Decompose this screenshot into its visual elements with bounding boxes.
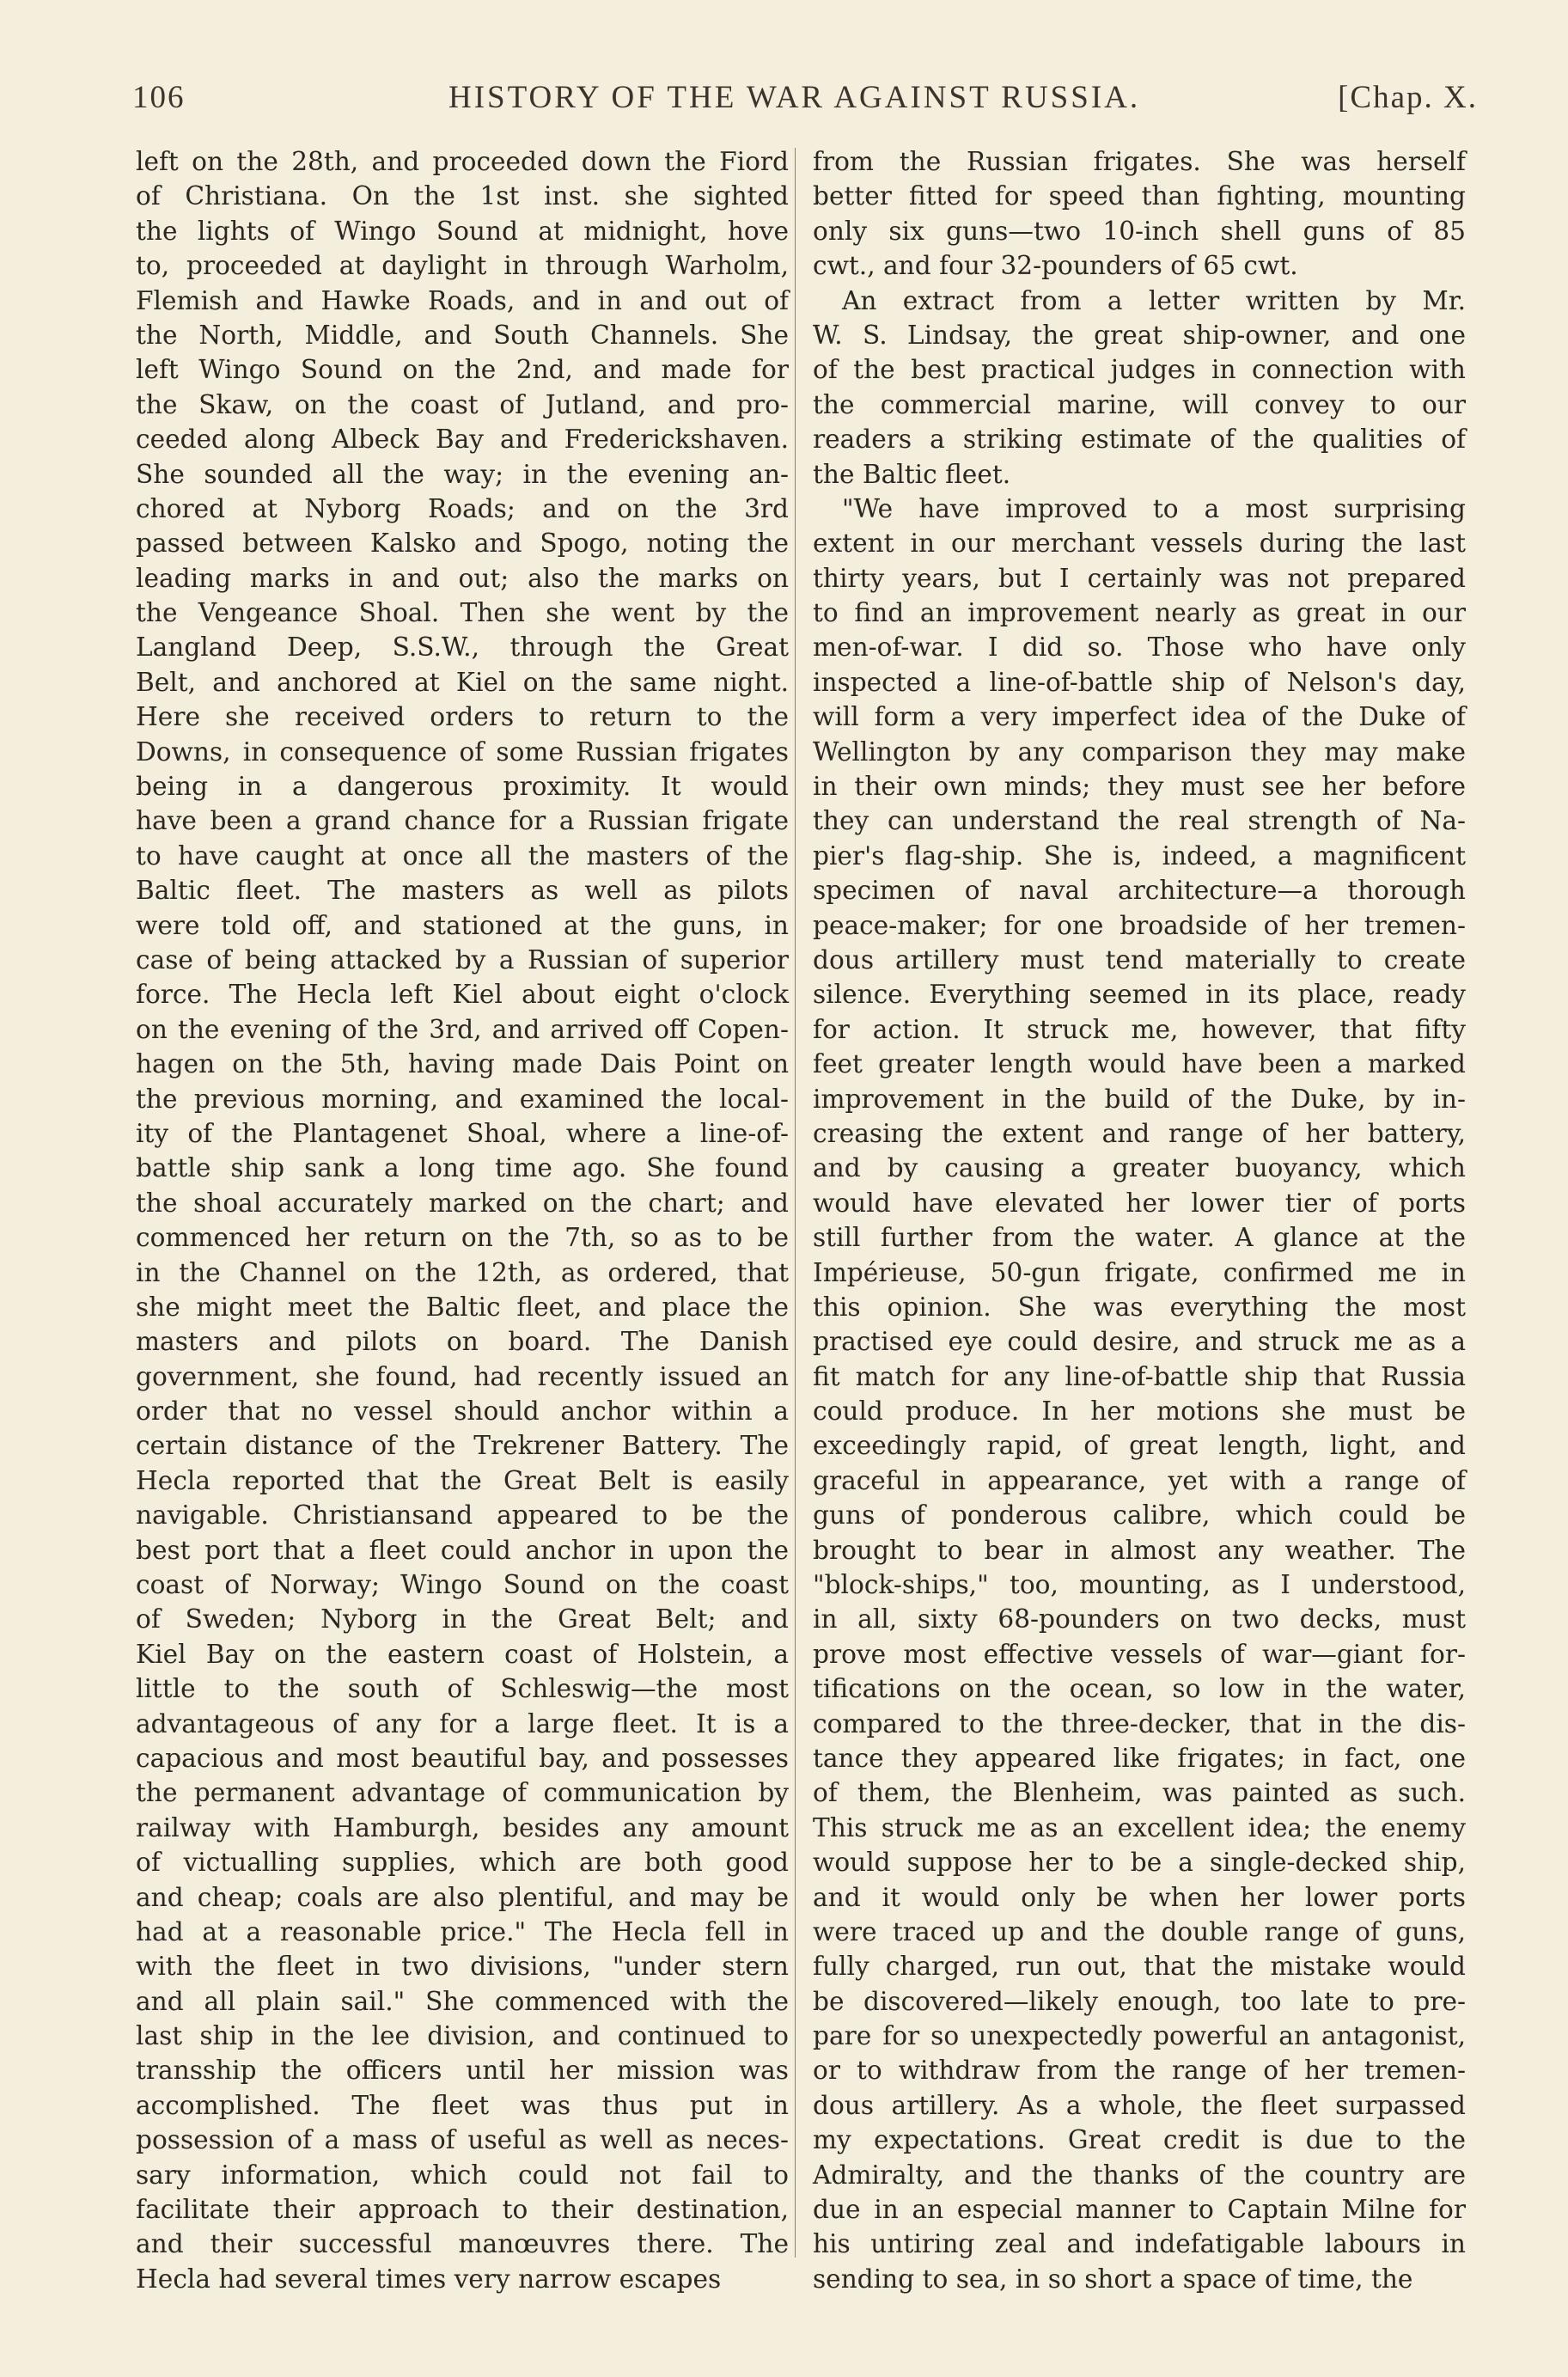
right-column-line: my expectations. Great credit is due to the <box>813 2125 1466 2155</box>
right-column-line: creasing the extent and range of her battery, <box>813 1118 1466 1148</box>
right-column-line: prove most effective vessels of war—giant for- <box>813 1639 1466 1669</box>
left-column-line: accomplished. The fleet was thus put in <box>136 2090 789 2120</box>
right-column-line: sending to sea, in so short a space of time, the <box>813 2264 1413 2294</box>
left-column-line: Downs, in consequence of some Russian frigates <box>136 736 789 767</box>
left-column-line: railway with Hamburgh, besides any amount <box>136 1812 789 1842</box>
right-column-line: Admiralty, and the thanks of the country are <box>813 2160 1466 2190</box>
left-column-line: she might meet the Baltic fleet, and place the <box>136 1292 789 1322</box>
chapter-reference: [Chap. X. <box>1338 80 1478 115</box>
right-column-line: fully charged, run out, that the mistake would <box>813 1952 1466 1982</box>
left-column-line: Kiel Bay on the eastern coast of Holstein, a <box>136 1639 789 1669</box>
left-column-line: to have caught at once all the masters of the <box>136 840 789 871</box>
left-column-line: She sounded all the way; in the evening an- <box>136 459 789 489</box>
right-column-line: dous artillery must tend materially to create <box>813 944 1466 975</box>
left-column-line: the permanent advantage of communication by <box>136 1778 789 1808</box>
right-column-line: This struck me as an excellent idea; the enemy <box>813 1812 1466 1842</box>
left-column-line: best port that a fleet could anchor in upon the <box>136 1535 789 1565</box>
left-column-line: on the evening of the 3rd, and arrived off Copen- <box>136 1014 789 1044</box>
left-column-line: of Christiana. On the 1st inst. she sighted <box>136 181 789 211</box>
left-column-line: ity of the Plantagenet Shoal, where a line-of- <box>136 1118 789 1148</box>
right-column-line: were traced up and the double range of guns, <box>813 1916 1466 1946</box>
left-column-line: and cheap; coals are also plentiful, and may be <box>136 1882 789 1912</box>
right-column-line: pier's flag-ship. She is, indeed, a magnificent <box>813 840 1466 871</box>
right-column-line: of them, the Blenheim, was painted as such. <box>813 1778 1466 1808</box>
right-column-line: from the Russian frigates. She was herself <box>813 147 1466 176</box>
left-column-line: chored at Nyborg Roads; and on the 3rd <box>136 493 789 523</box>
right-column-line: of the best practical judges in connection with <box>813 355 1466 385</box>
right-column-line: they can understand the real strength of Na- <box>813 806 1466 836</box>
left-column-line: government, she found, had recently issued an <box>136 1361 789 1391</box>
left-column-line: certain distance of the Trekrener Battery. The <box>136 1431 789 1461</box>
left-column-line: had at a reasonable price." The Hecla fell in <box>136 1916 789 1946</box>
right-column-line: guns of ponderous calibre, which could be <box>813 1500 1466 1531</box>
right-column <box>813 144 1466 2294</box>
left-column-line: the Vengeance Shoal. Then she went by the <box>136 598 789 628</box>
right-column-line: will form a very imperfect idea of the Duke of <box>813 702 1466 732</box>
right-column-line: tance they appeared like frigates; in fact, one <box>813 1743 1466 1773</box>
right-column-line: "We have improved to a most surprising <box>842 493 1466 523</box>
left-column-line: commenced her return on the 7th, so as to be <box>136 1223 789 1253</box>
left-column-line: left on the 28th, and proceeded down the Fiord <box>136 147 789 176</box>
right-column-line: the commercial marine, will convey to our <box>813 389 1466 419</box>
right-column-line: W. S. Lindsay, the great ship-owner, and one <box>813 320 1466 350</box>
right-column-line: to find an improvement nearly as great in our <box>813 598 1466 628</box>
right-column-line: the Baltic fleet. <box>813 459 1011 489</box>
right-column-line: "block-ships," too, mounting, as I understood, <box>813 1570 1466 1600</box>
left-column-line: last ship in the lee division, and continued to <box>136 2021 789 2051</box>
right-column-line: brought to bear in almost any weather. The <box>813 1535 1466 1565</box>
right-column-line: in all, sixty 68-pounders on two decks, must <box>813 1604 1466 1635</box>
left-column <box>136 144 789 2294</box>
left-column-line: navigable. Christiansand appeared to be the <box>136 1500 789 1531</box>
left-column-line: in the Channel on the 12th, as ordered, that <box>136 1257 789 1287</box>
left-column-line: order that no vessel should anchor within a <box>136 1396 789 1427</box>
left-column-line: advantageous of any for a large fleet. It is a <box>136 1708 789 1738</box>
right-column-line: fit match for any line-of-battle ship that Russia <box>813 1361 1466 1391</box>
right-column-line: thirty years, but I certainly was not prepared <box>813 563 1466 593</box>
left-column-line: Belt, and anchored at Kiel on the same night. <box>136 667 789 697</box>
left-column-line: facilitate their approach to their destination, <box>136 2195 789 2225</box>
right-column-line: his untiring zeal and indefatigable labours in <box>813 2229 1466 2259</box>
left-column-line: left Wingo Sound on the 2nd, and made for <box>136 355 789 385</box>
left-column-line: the lights of Wingo Sound at midnight, hove <box>136 216 789 246</box>
right-column-line: tifications on the ocean, so low in the water, <box>813 1674 1466 1704</box>
running-title: HISTORY OF THE WAR AGAINST RUSSIA. <box>448 80 1141 115</box>
left-column-line: being in a dangerous proximity. It would <box>136 772 789 802</box>
page-header <box>129 79 1478 131</box>
page-number: 106 <box>132 80 186 115</box>
left-column-line: the Skaw, on the coast of Jutland, and pro- <box>136 389 789 419</box>
left-column-line: passed between Kalsko and Spogo, noting the <box>136 529 789 559</box>
left-column-line: Hecla had several times very narrow escapes <box>136 2264 722 2294</box>
right-column-line: and it would only be when her lower ports <box>813 1882 1466 1912</box>
right-column-line: compared to the three-decker, that in the dis- <box>813 1708 1466 1738</box>
right-column-line: this opinion. She was everything the most <box>813 1292 1466 1322</box>
right-column-line: only six guns—two 10-inch shell guns of 85 <box>813 216 1466 246</box>
right-column-line: peace-maker; for one broadside of her tremen- <box>813 910 1466 940</box>
right-column-line: practised eye could desire, and struck me as a <box>813 1327 1466 1357</box>
left-column-line: the previous morning, and examined the local- <box>136 1084 789 1114</box>
right-column-line: and by causing a greater buoyancy, which <box>813 1153 1466 1183</box>
right-column-line: due in an especial manner to Captain Milne for <box>813 2195 1466 2225</box>
left-column-line: hagen on the 5th, having made Dais Point on <box>136 1049 789 1079</box>
left-column-line: battle ship sank a long time ago. She found <box>136 1153 789 1183</box>
left-column-line: have been a grand chance for a Russian frigate <box>136 806 789 836</box>
right-column-line: An extract from a letter written by Mr. <box>842 285 1466 315</box>
left-column-line: with the fleet in two divisions, "under stern <box>136 1952 789 1982</box>
right-column-line: Wellington by any comparison they may make <box>813 736 1466 767</box>
right-column-line: would have elevated her lower tier of ports <box>813 1188 1466 1218</box>
right-column-line: specimen of naval architecture—a thorough <box>813 876 1466 906</box>
right-column-line: extent in our merchant vessels during the last <box>813 529 1466 559</box>
left-column-line: leading marks in and out; also the marks on <box>136 563 789 593</box>
left-column-line: force. The Hecla left Kiel about eight o'clock <box>136 980 789 1010</box>
right-column-line: be discovered—likely enough, too late to pre- <box>813 1986 1466 2016</box>
left-column-line: and all plain sail." She commenced with the <box>136 1986 789 2016</box>
left-column-line: of victualling supplies, which are both good <box>136 1848 789 1878</box>
right-column-line: silence. Everything seemed in its place, ready <box>813 980 1466 1010</box>
right-column-line: feet greater length would have been a marked <box>813 1049 1466 1079</box>
right-column-line: inspected a line-of-battle ship of Nelson's day, <box>813 667 1466 697</box>
left-column-line: the North, Middle, and South Channels. She <box>136 320 789 350</box>
left-column-line: little to the south of Schleswig—the most <box>136 1674 789 1704</box>
left-column-line: transship the officers until her mission was <box>136 2056 789 2086</box>
left-column-line: possession of a mass of useful as well as neces- <box>136 2125 789 2155</box>
right-column-line: better fitted for speed than fighting, mounting <box>813 181 1466 211</box>
left-column-line: Langland Deep, S.S.W., through the Great <box>136 632 789 663</box>
right-column-line: dous artillery. As a whole, the fleet surpassed <box>813 2090 1466 2120</box>
left-column-line: to, proceeded at daylight in through Warholm, <box>136 251 789 281</box>
left-column-line: of Sweden; Nyborg in the Great Belt; and <box>136 1604 789 1635</box>
right-column-line: pare for so unexpectedly powerful an antagonist, <box>813 2021 1466 2051</box>
right-column-line: Impérieuse, 50-gun frigate, confirmed me in <box>813 1257 1466 1287</box>
left-column-line: capacious and most beautiful bay, and possesses <box>136 1743 789 1773</box>
right-column-line: men-of-war. I did so. Those who have only <box>813 632 1466 663</box>
right-column-line: still further from the water. A glance at the <box>813 1223 1466 1253</box>
left-column-line: masters and pilots on board. The Danish <box>136 1327 789 1357</box>
right-column-line: for action. It struck me, however, that fifty <box>813 1014 1466 1044</box>
left-column-line: coast of Norway; Wingo Sound on the coast <box>136 1570 789 1600</box>
left-column-line: the shoal accurately marked on the chart; and <box>136 1188 789 1218</box>
left-column-line: and their successful manœuvres there. The <box>136 2229 789 2259</box>
left-column-line: Here she received orders to return to the <box>136 702 789 732</box>
right-column-line: readers a striking estimate of the qualities of <box>813 425 1466 455</box>
right-column-line: would suppose her to be a single-decked ship, <box>813 1848 1466 1878</box>
left-column-line: Hecla reported that the Great Belt is easily <box>136 1465 789 1495</box>
right-column-line: could produce. In her motions she must be <box>813 1396 1466 1427</box>
right-column-line: in their own minds; they must see her before <box>813 772 1466 802</box>
left-column-line: were told off, and stationed at the guns, in <box>136 910 789 940</box>
right-column-line: exceedingly rapid, of great length, light, and <box>813 1431 1466 1461</box>
left-column-line: Flemish and Hawke Roads, and in and out of <box>136 285 789 315</box>
right-column-line: improvement in the build of the Duke, by in- <box>813 1084 1466 1114</box>
right-column-line: graceful in appearance, yet with a range of <box>813 1465 1466 1495</box>
left-column-line: case of being attacked by a Russian of superior <box>136 944 789 975</box>
right-column-line: cwt., and four 32-pounders of 65 cwt. <box>813 251 1298 281</box>
left-column-line: Baltic fleet. The masters as well as pilots <box>136 876 789 906</box>
left-column-line: sary information, which could not fail to <box>136 2160 789 2190</box>
column-divider <box>795 148 796 2258</box>
right-column-line: or to withdraw from the range of her tremen- <box>813 2056 1466 2086</box>
left-column-line: ceeded along Albeck Bay and Frederickshaven. <box>136 425 789 455</box>
